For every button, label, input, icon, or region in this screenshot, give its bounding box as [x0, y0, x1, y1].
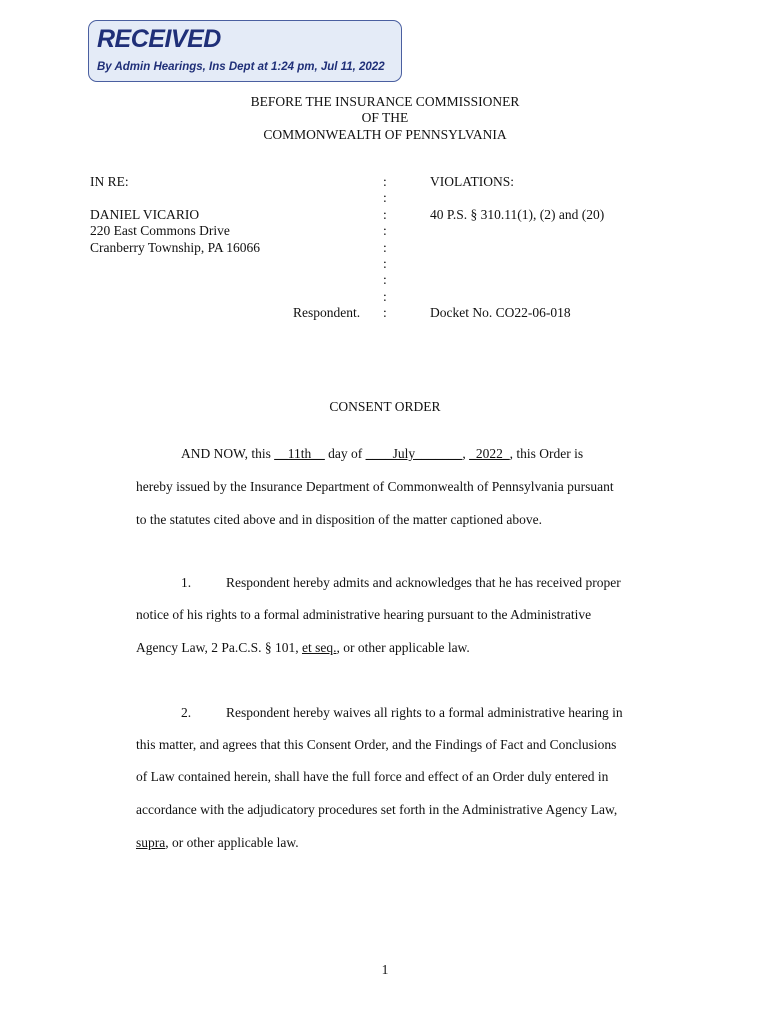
received-stamp	[88, 20, 402, 82]
heading-line-1: BEFORE THE INSURANCE COMMISSIONER	[250, 94, 520, 109]
colon: :	[383, 305, 387, 320]
colon: :	[383, 207, 387, 222]
respondent-label: Respondent.	[293, 305, 361, 320]
colon: :	[383, 256, 387, 271]
opening-line-3: to the statutes cited above and in disposition of the matter captioned above.	[136, 512, 543, 527]
paragraph-2-line-1: Respondent hereby waives all rights to a formal administrative hearing in	[226, 705, 623, 720]
violations-label: VIOLATIONS:	[430, 174, 514, 189]
paragraph-2-line-2: this matter, and agrees that this Consent Order, and the Findings of Fact and Conclusions	[136, 737, 617, 752]
paragraph-2-number: 2.	[181, 705, 192, 720]
paragraph-2-line-4: accordance with the adjudicatory procedures set forth in the Administrative Agency Law,	[136, 802, 618, 817]
paragraph-1-number: 1.	[181, 575, 192, 590]
text: day of	[324, 446, 366, 461]
colon: :	[383, 190, 387, 205]
colon: :	[383, 240, 387, 255]
stamp-subtitle: By Admin Hearings, Ins Dept at 1:24 pm, Jul 11, 2022	[97, 61, 385, 73]
paragraph-2-line-3: of Law contained herein, shall have the full force and effect of an Order duly entered in	[136, 769, 609, 784]
paragraph-1-line-3	[136, 640, 470, 656]
docket-number: Docket No. CO22-06-018	[430, 305, 571, 320]
opening-line-1	[181, 446, 583, 462]
supra: supra	[136, 835, 166, 850]
heading-line-3: COMMONWEALTH OF PENNSYLVANIA	[263, 127, 507, 142]
year-blank: _2022_	[469, 446, 510, 461]
et-seq: et seq.	[301, 640, 337, 655]
text: Agency Law, 2 Pa.C.S. § 101,	[136, 640, 302, 655]
stamp-title: RECEIVED	[97, 25, 221, 53]
heading-line-2: OF THE	[361, 110, 409, 125]
text: ,	[462, 446, 470, 461]
in-re-label: IN RE:	[90, 174, 129, 189]
text: AND NOW, this	[181, 446, 275, 461]
paragraph-1-line-2: notice of his rights to a formal administrative hearing pursuant to the Administrative	[136, 607, 592, 622]
opening-line-2: hereby issued by the Insurance Department of Commonwealth of Pennsylvania pursuant	[136, 479, 614, 494]
paragraph-2-line-5	[136, 835, 299, 851]
text: , or other applicable law.	[336, 640, 470, 655]
order-title: CONSENT ORDER	[329, 399, 441, 414]
month-blank: ____July_______	[365, 446, 463, 461]
respondent-name: DANIEL VICARIO	[90, 207, 200, 222]
day-blank: __11th__	[274, 446, 325, 461]
colon: :	[383, 272, 387, 287]
respondent-address-1: 220 East Commons Drive	[90, 223, 230, 238]
page-number: 1	[381, 962, 389, 977]
colon: :	[383, 174, 387, 189]
colon: :	[383, 289, 387, 304]
violations-value: 40 P.S. § 310.11(1), (2) and (20)	[430, 207, 605, 222]
text: , this Order is	[509, 446, 584, 461]
paragraph-1-line-1: Respondent hereby admits and acknowledges that he has received proper	[226, 575, 621, 590]
respondent-address-2: Cranberry Township, PA 16066	[90, 240, 261, 255]
colon: :	[383, 223, 387, 238]
text: , or other applicable law.	[165, 835, 299, 850]
